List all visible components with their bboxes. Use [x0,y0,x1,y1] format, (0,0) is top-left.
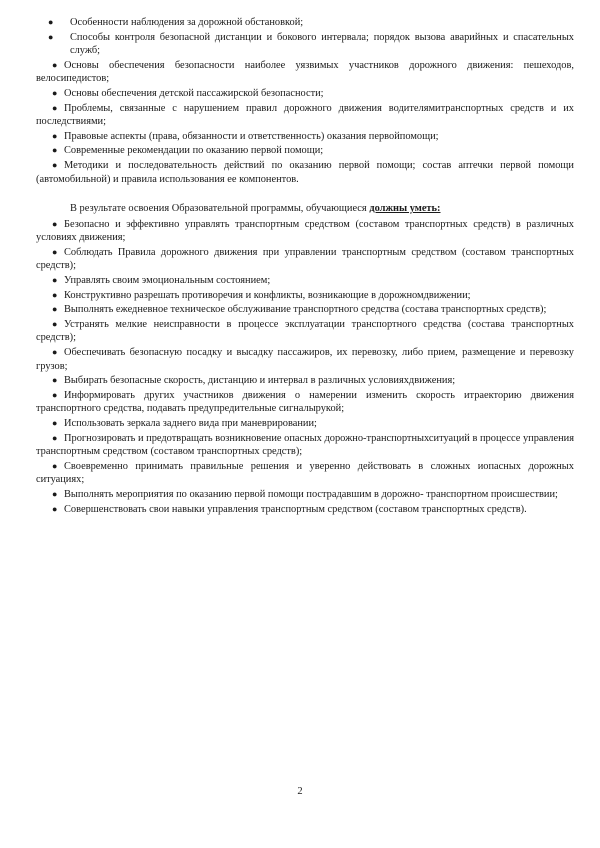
list-item: ● Своевременно принимать правильные решения и уверенно действовать в сложных иопасных дорожных ситуациях; [36,460,574,486]
bullet-icon: ● [52,347,58,358]
list-item: ● Проблемы, связанные с нарушением правил дорожного движения водителямитранспортных средств и их последствиями; [36,102,574,128]
page-number: 2 [297,786,303,797]
list-item: ● Правовые аспекты (права, обязанности и ответственность) оказания первойпомощи; [52,130,439,142]
bullet-icon: ● [48,17,54,27]
bullet-icon: ● [52,488,58,499]
list-item: ● Совершенствовать свои навыки управления транспортным средством (составом транспортных средств). [52,503,527,515]
bullet-icon: ● [52,87,58,98]
list-item: ● Соблюдать Правила дорожного движения при управлении транспортным средством (составом транспортных средств); [36,246,574,272]
bullet-icon: ● [48,31,54,42]
bullet-icon: ● [52,102,58,113]
bullet-icon: ● [52,130,58,141]
list-item: ● Методики и последовательность действий по оказанию первой помощи; состав аптечки первой помощи (автомобильной) и правила использования ее компонентов. [36,160,574,185]
skills-intro: В результате освоения Образовательной программы, обучающиеся должны уметь: [70,203,441,215]
bullet-icon: ● [52,503,58,514]
bullet-icon: ● [52,160,58,171]
skills-list [36,218,574,516]
list-item: ● Основы обеспечения безопасности наиболее уязвимых участников дорожного движения: пешеходов, велосипедистов; [36,59,574,85]
list-item: ● Управлять своим эмоциональным состоянием; [52,274,271,286]
bullet-icon: ● [52,389,58,400]
page-content [36,16,574,517]
bullet-icon: ● [52,246,58,257]
list-item: ● Выполнять ежедневное техническое обслуживание транспортного средства (состава транспортных средств); [52,304,547,316]
list-item: ● Обеспечивать безопасную посадку и высадку пассажиров, их перевозку, либо прием, размещение и перевозку грузов; [36,347,574,372]
bullet-icon: ● [52,218,58,229]
bullet-icon: ● [52,289,58,300]
section-gap [36,187,574,202]
bullet-icon: ● [52,318,58,329]
knowledge-list [36,16,574,186]
list-item: ● Использовать зеркала заднего вида при маневрировании; [52,418,317,430]
bullet-icon: ● [52,432,58,443]
list-item: ● Способы контроля безопасной дистанции и бокового интервала; порядок вызова аварийных и спасательных служб; [48,31,574,57]
list-item: ● Конструктивно разрешать противоречия и конфликты, возникающие в дорожномдвижении; [52,289,471,301]
bullet-icon: ● [52,418,58,429]
list-item: ● Прогнозировать и предотвращать возникновение опасных дорожно-транспортныхситуаций в процессе управления транспортным средством (составом транспортных средств); [36,432,574,458]
bullet-icon: ● [52,274,58,285]
list-item: ● Безопасно и эффективно управлять транспортным средством (составом транспортных средств) в различных условиях движения; [36,218,574,244]
list-item: ● Современные рекомендации по оказанию первой помощи; [52,145,324,157]
bullet-icon: ● [52,304,58,315]
list-item: ● Выбирать безопасные скорость, дистанцию и интервал в различных условияхдвижения; [52,375,456,387]
list-item: ● Особенности наблюдения за дорожной обстановкой; [48,17,304,28]
skills-intro-emphasis: должны уметь: [369,203,441,215]
bullet-icon: ● [52,145,58,156]
bullet-icon: ● [52,375,58,386]
list-item: ● Устранять мелкие неисправности в процессе эксплуатации транспортного средства (состава транспортных средств); [36,318,574,344]
bullet-icon: ● [52,460,58,471]
bullet-icon: ● [52,59,58,70]
list-item: ● Информировать других участников движения о намерении изменить скорость итраекторию движения транспортного средства, подавать предупредительные сигналырукой; [36,389,574,415]
list-item: ● Основы обеспечения детской пассажирской безопасности; [52,87,324,99]
list-item: ● Выполнять мероприятия по оказанию первой помощи пострадавшим в дорожно- транспортном происшествии; [52,488,558,500]
